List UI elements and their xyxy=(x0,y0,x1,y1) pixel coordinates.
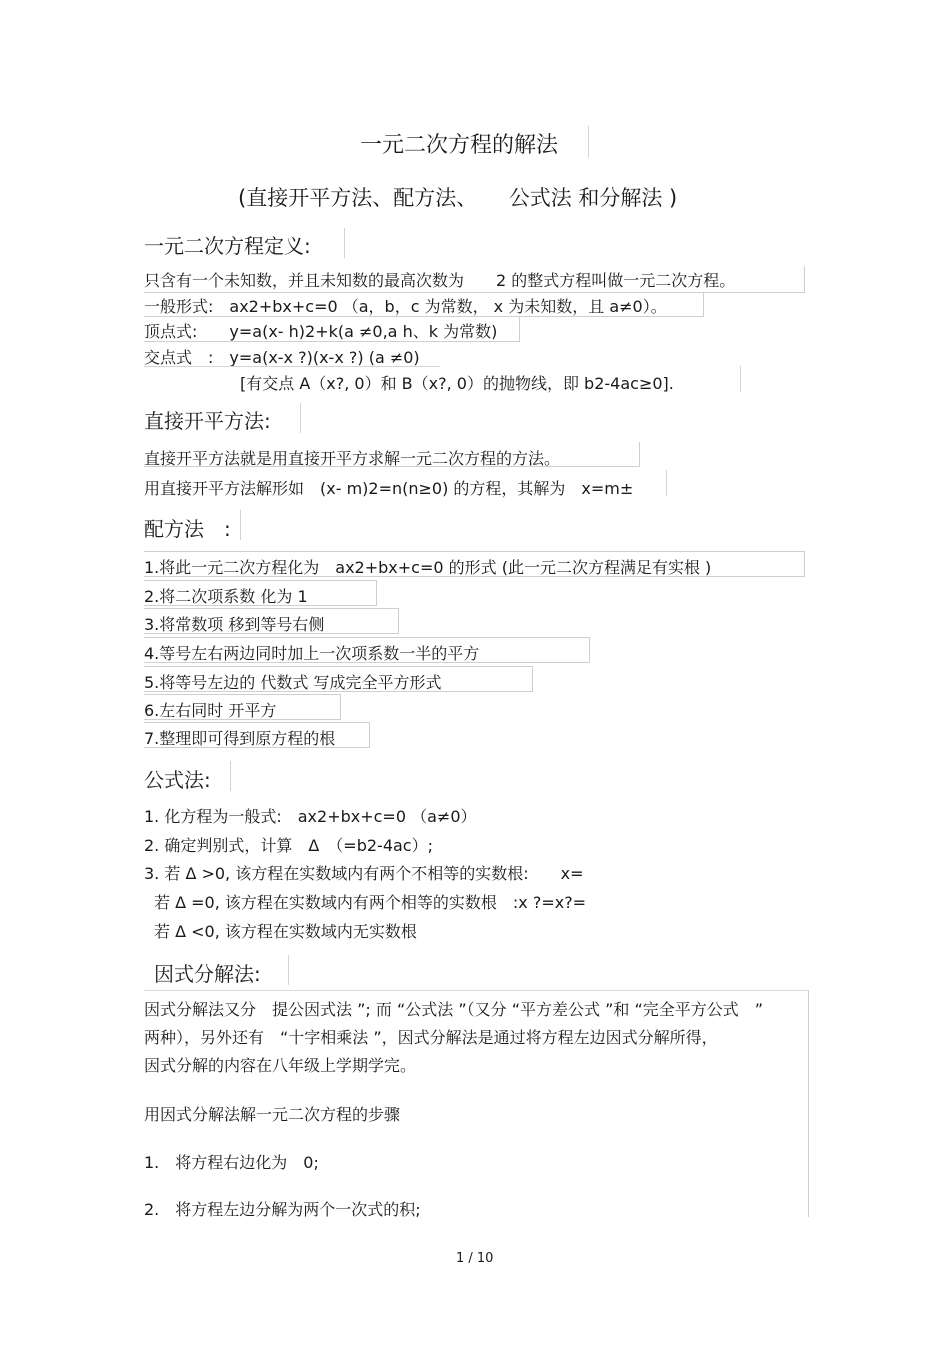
complete-step-6: 6.左右同时 开平方 xyxy=(144,701,277,720)
factor-para-line-3: 因式分解的内容在八年级上学期学完。 xyxy=(144,1056,417,1075)
text-box xyxy=(144,580,377,606)
text-box-edge xyxy=(740,366,741,392)
complete-step-1: 1.将此一元二次方程化为 ax2+bx+c=0 的形式 (此一元二次方程满足有实根 ) xyxy=(144,558,712,577)
heading-complete-square: 配方法 : xyxy=(144,517,231,541)
text-box xyxy=(144,266,805,293)
direct-line-2: 用直接开平方法解形如 (x- m)2=n(n≥0) 的方程，其解为 x=m± xyxy=(144,479,634,498)
factor-para-line-2: 两种），另外还有 “十字相乘法 ”，因式分解法是通过将方程左边因式分解所得， xyxy=(144,1028,718,1047)
def-line-5: [有交点 A（x?, 0）和 B（x?, 0）的抛物线，即 b2-4ac≥0]. xyxy=(240,374,674,393)
title-box-edge xyxy=(588,126,589,158)
text-box xyxy=(144,637,590,663)
heading-box-edge xyxy=(344,228,345,258)
complete-step-5: 5.将等号左边的 代数式 写成完全平方形式 xyxy=(144,673,442,692)
text-box xyxy=(144,292,704,317)
heading-box-edge xyxy=(300,403,301,433)
formula-line-4: 若 Δ =0, 该方程在实数域内有两个相等的实数根 :x ?=x?= xyxy=(154,893,587,912)
formula-line-1: 1. 化方程为一般式: ax2+bx+c=0 （a≠0） xyxy=(144,807,477,826)
formula-line-5: 若 Δ <0, 该方程在实数域内无实数根 xyxy=(154,922,417,941)
def-line-1: 只含有一个未知数，并且未知数的最高次数为 2 的整式方程叫做一元二次方程。 xyxy=(144,271,736,290)
def-line-4: 交点式 : y=a(x-x ?)(x-x ?) (a ≠0) xyxy=(144,348,420,367)
text-box xyxy=(144,442,640,467)
page-title: 一元二次方程的解法 xyxy=(360,133,559,158)
text-box xyxy=(144,551,805,577)
text-box xyxy=(144,694,341,720)
factor-step-1: 1. 将方程右边化为 0; xyxy=(144,1153,319,1172)
direct-line-1: 直接开平方法就是用直接开平方求解一元二次方程的方法。 xyxy=(144,449,561,468)
heading-formula: 公式法: xyxy=(144,768,211,792)
text-box xyxy=(144,317,520,342)
complete-step-2: 2.将二次项系数 化为 1 xyxy=(144,587,308,606)
complete-step-3: 3.将常数项 移到等号右侧 xyxy=(144,615,325,634)
heading-factorization: 因式分解法: xyxy=(154,962,261,986)
def-line-3: 顶点式: y=a(x- h)2+k(a ≠0,a h、k 为常数) xyxy=(144,322,498,341)
formula-line-2: 2. 确定判别式，计算 Δ （=b2-4ac）; xyxy=(144,836,433,855)
heading-box-edge xyxy=(288,955,289,985)
complete-step-4: 4.等号左右两边同时加上一次项系数一半的平方 xyxy=(144,644,480,663)
heading-box-edge xyxy=(240,510,241,540)
page-number: 1 / 10 xyxy=(456,1251,494,1266)
def-line-2: 一般形式: ax2+bx+c=0 （a，b，c 为常数， x 为未知数，且 a≠0）。 xyxy=(144,297,667,316)
factor-step-2: 2. 将方程左边分解为两个一次式的积; xyxy=(144,1200,421,1219)
text-underline xyxy=(144,366,440,367)
text-box xyxy=(144,722,370,748)
complete-step-7: 7.整理即可得到原方程的根 xyxy=(144,729,336,748)
heading-box-edge xyxy=(230,761,231,791)
factor-para-line-1: 因式分解法又分 提公因式法 ”; 而 “公式法 ”（又分 “平方差公式 ”和 “完全平方公式 ” xyxy=(144,1000,764,1019)
text-box-edge xyxy=(666,470,667,496)
heading-definition: 一元二次方程定义: xyxy=(144,234,311,258)
text-box xyxy=(144,608,399,634)
page-subtitle: (直接开平方法、配方法、 公式法 和分解法 ) xyxy=(238,186,678,210)
text-box xyxy=(144,666,533,692)
formula-line-3: 3. 若 Δ >0, 该方程在实数域内有两个不相等的实数根: x= xyxy=(144,864,584,883)
heading-direct-sqrt: 直接开平方法: xyxy=(144,409,271,433)
factor-steps-title: 用因式分解法解一元二次方程的步骤 xyxy=(144,1105,401,1124)
